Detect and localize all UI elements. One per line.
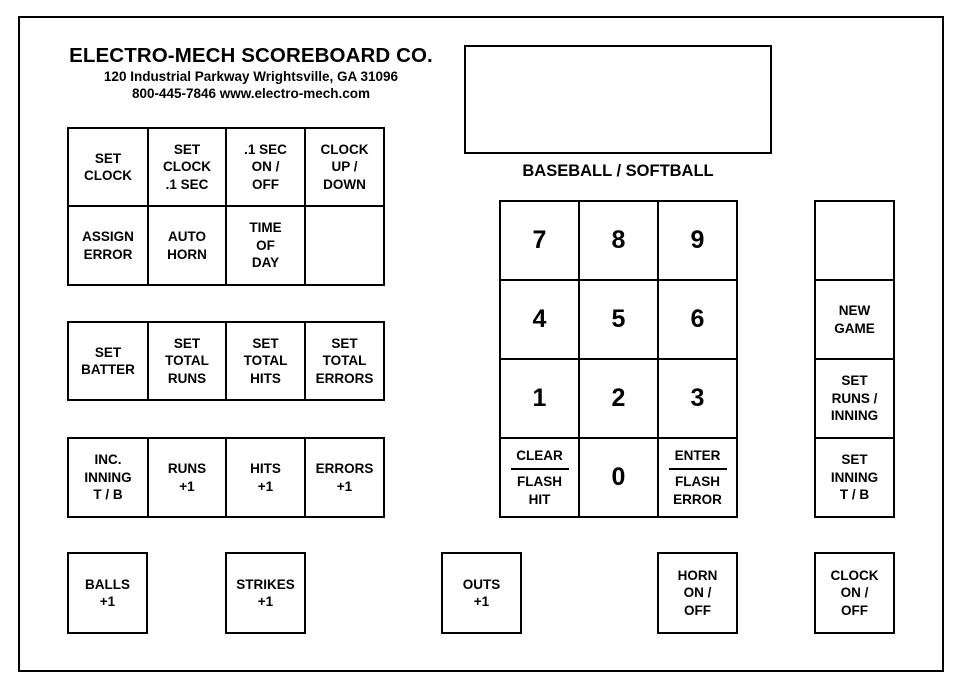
inc-inning-button[interactable]: INC. INNING T / B — [67, 437, 149, 518]
set-runs-inning-button[interactable]: SET RUNS / INNING — [814, 358, 895, 439]
keypad-6[interactable]: 6 — [657, 279, 738, 360]
set-total-runs-button[interactable]: SET TOTAL RUNS — [147, 321, 227, 401]
horn-on-off-button[interactable]: HORN ON / OFF — [657, 552, 738, 634]
hits-plus-one-button[interactable]: HITS +1 — [225, 437, 306, 518]
flash-hit-label: FLASH HIT — [517, 474, 562, 507]
set-total-errors-button[interactable]: SET TOTAL ERRORS — [304, 321, 385, 401]
keypad-5[interactable]: 5 — [578, 279, 659, 360]
assign-error-button[interactable]: ASSIGN ERROR — [67, 205, 149, 286]
balls-plus-one-button[interactable]: BALLS +1 — [67, 552, 148, 634]
company-contact: 800-445-7846 www.electro-mech.com — [131, 86, 371, 101]
runs-plus-one-button[interactable]: RUNS +1 — [147, 437, 227, 518]
company-name: ELECTRO-MECH SCOREBOARD CO. — [69, 44, 433, 67]
clock-up-down-button[interactable]: CLOCK UP / DOWN — [304, 127, 385, 207]
keypad-8[interactable]: 8 — [578, 200, 659, 281]
keypad-9[interactable]: 9 — [657, 200, 738, 281]
blank-button[interactable] — [304, 205, 385, 286]
blank-right-button[interactable] — [814, 200, 895, 281]
set-inning-button[interactable]: SET INNING T / B — [814, 437, 895, 518]
outs-plus-one-button[interactable]: OUTS +1 — [441, 552, 522, 634]
tenth-sec-on-off-button[interactable]: .1 SEC ON / OFF — [225, 127, 306, 207]
clear-flash-hit-button[interactable] — [499, 437, 580, 518]
mode-label: BASEBALL / SOFTBALL — [522, 162, 714, 180]
auto-horn-button[interactable]: AUTO HORN — [147, 205, 227, 286]
new-game-button[interactable]: NEW GAME — [814, 279, 895, 360]
keypad-2[interactable]: 2 — [578, 358, 659, 439]
display-window — [464, 45, 772, 154]
set-clock-button[interactable]: SET CLOCK — [67, 127, 149, 207]
strikes-plus-one-button[interactable]: STRIKES +1 — [225, 552, 306, 634]
keypad-7[interactable]: 7 — [499, 200, 580, 281]
flash-error-label: FLASH ERROR — [673, 474, 722, 507]
enter-flash-error-button[interactable] — [657, 437, 738, 518]
clock-on-off-button[interactable]: CLOCK ON / OFF — [814, 552, 895, 634]
keypad-4[interactable]: 4 — [499, 279, 580, 360]
company-address: 120 Industrial Parkway Wrightsville, GA 31096 — [103, 69, 399, 84]
keypad-3[interactable]: 3 — [657, 358, 738, 439]
time-of-day-button[interactable]: TIME OF DAY — [225, 205, 306, 286]
keypad-0[interactable]: 0 — [578, 437, 659, 518]
set-clock-tenth-button[interactable]: SET CLOCK .1 SEC — [147, 127, 227, 207]
set-total-hits-button[interactable]: SET TOTAL HITS — [225, 321, 306, 401]
enter-label: ENTER — [669, 447, 727, 471]
company-header — [56, 44, 446, 102]
keypad-1[interactable]: 1 — [499, 358, 580, 439]
errors-plus-one-button[interactable]: ERRORS +1 — [304, 437, 385, 518]
clear-label: CLEAR — [511, 447, 569, 471]
set-batter-button[interactable]: SET BATTER — [67, 321, 149, 401]
